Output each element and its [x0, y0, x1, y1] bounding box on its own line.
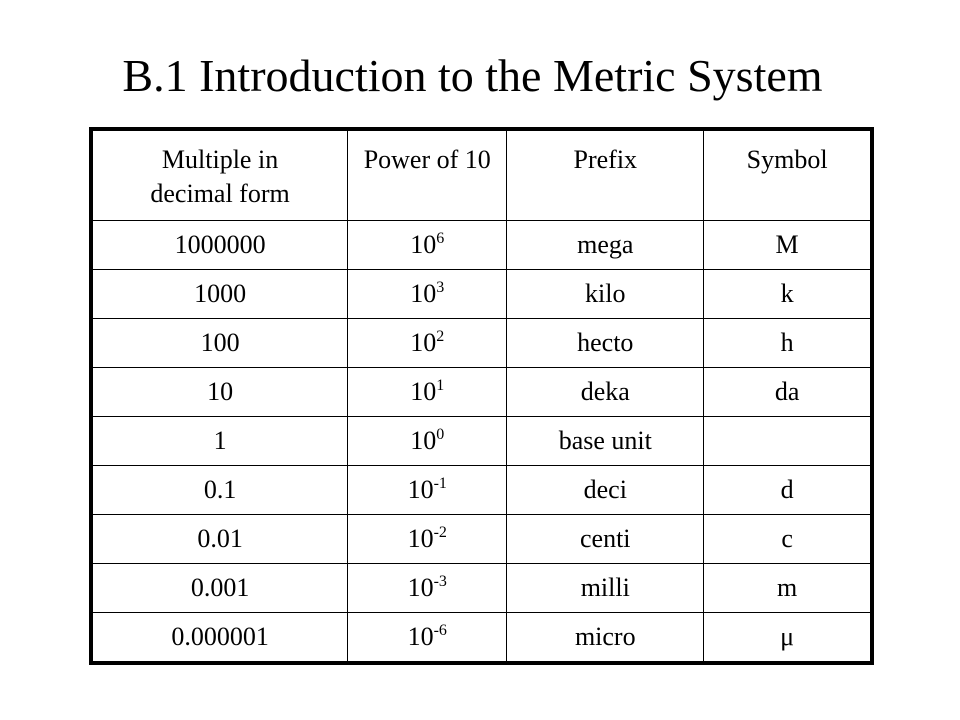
table-row [91, 563, 872, 612]
cell-symbol: μ [704, 612, 872, 663]
power-base: 10 [407, 523, 434, 553]
power-base: 10 [410, 229, 437, 259]
cell-multiple: 10 [91, 367, 348, 416]
cell-prefix: mega [507, 220, 704, 269]
table-row [91, 367, 872, 416]
cell-power [348, 269, 507, 318]
power-base: 10 [407, 474, 434, 504]
cell-power [348, 416, 507, 465]
header-multiple-line2: decimal form [150, 179, 290, 208]
power-exponent: 3 [436, 278, 445, 296]
cell-power [348, 318, 507, 367]
cell-multiple: 1000000 [91, 220, 348, 269]
cell-power [348, 563, 507, 612]
cell-prefix: deci [507, 465, 704, 514]
cell-power [348, 367, 507, 416]
cell-symbol: da [704, 367, 872, 416]
power-base: 10 [410, 278, 437, 308]
cell-power [348, 465, 507, 514]
cell-symbol: c [704, 514, 872, 563]
cell-power [348, 514, 507, 563]
cell-symbol: h [704, 318, 872, 367]
cell-prefix: base unit [507, 416, 704, 465]
power-exponent: -3 [433, 572, 447, 590]
power-base: 10 [407, 621, 434, 651]
cell-prefix: deka [507, 367, 704, 416]
power-exponent: 6 [436, 229, 445, 247]
cell-symbol: M [704, 220, 872, 269]
power-base: 10 [410, 376, 437, 406]
power-base: 10 [410, 327, 437, 357]
table-row [91, 318, 872, 367]
power-exponent: -6 [433, 621, 447, 639]
cell-symbol: m [704, 563, 872, 612]
cell-prefix: hecto [507, 318, 704, 367]
power-exponent: 1 [436, 376, 445, 394]
cell-multiple: 100 [91, 318, 348, 367]
cell-multiple: 1000 [91, 269, 348, 318]
table-row [91, 465, 872, 514]
table-header [91, 129, 872, 220]
cell-prefix: centi [507, 514, 704, 563]
table-body [91, 220, 872, 663]
cell-power [348, 220, 507, 269]
table-row [91, 514, 872, 563]
metric-prefix-table [89, 127, 874, 665]
slide-title: B.1 Introduction to the Metric System [122, 50, 823, 101]
cell-prefix: micro [507, 612, 704, 663]
power-exponent: 0 [436, 425, 445, 443]
header-multiple [91, 129, 348, 220]
cell-multiple: 0.01 [91, 514, 348, 563]
cell-symbol: k [704, 269, 872, 318]
header-multiple-line1: Multiple in [161, 145, 279, 174]
table-row [91, 612, 872, 663]
cell-symbol: d [704, 465, 872, 514]
power-exponent: 2 [436, 327, 445, 345]
table-row [91, 220, 872, 269]
header-prefix: Prefix [507, 129, 704, 220]
table-row [91, 269, 872, 318]
cell-multiple: 0.000001 [91, 612, 348, 663]
power-base: 10 [410, 425, 437, 455]
cell-multiple: 0.1 [91, 465, 348, 514]
cell-prefix: milli [507, 563, 704, 612]
cell-symbol [704, 416, 872, 465]
header-row [91, 129, 872, 220]
cell-multiple: 1 [91, 416, 348, 465]
power-exponent: -2 [433, 523, 447, 541]
power-base: 10 [407, 572, 434, 602]
power-exponent: -1 [433, 474, 447, 492]
cell-power [348, 612, 507, 663]
cell-prefix: kilo [507, 269, 704, 318]
header-symbol: Symbol [704, 129, 872, 220]
table-row [91, 416, 872, 465]
header-power: Power of 10 [348, 129, 507, 220]
cell-multiple: 0.001 [91, 563, 348, 612]
